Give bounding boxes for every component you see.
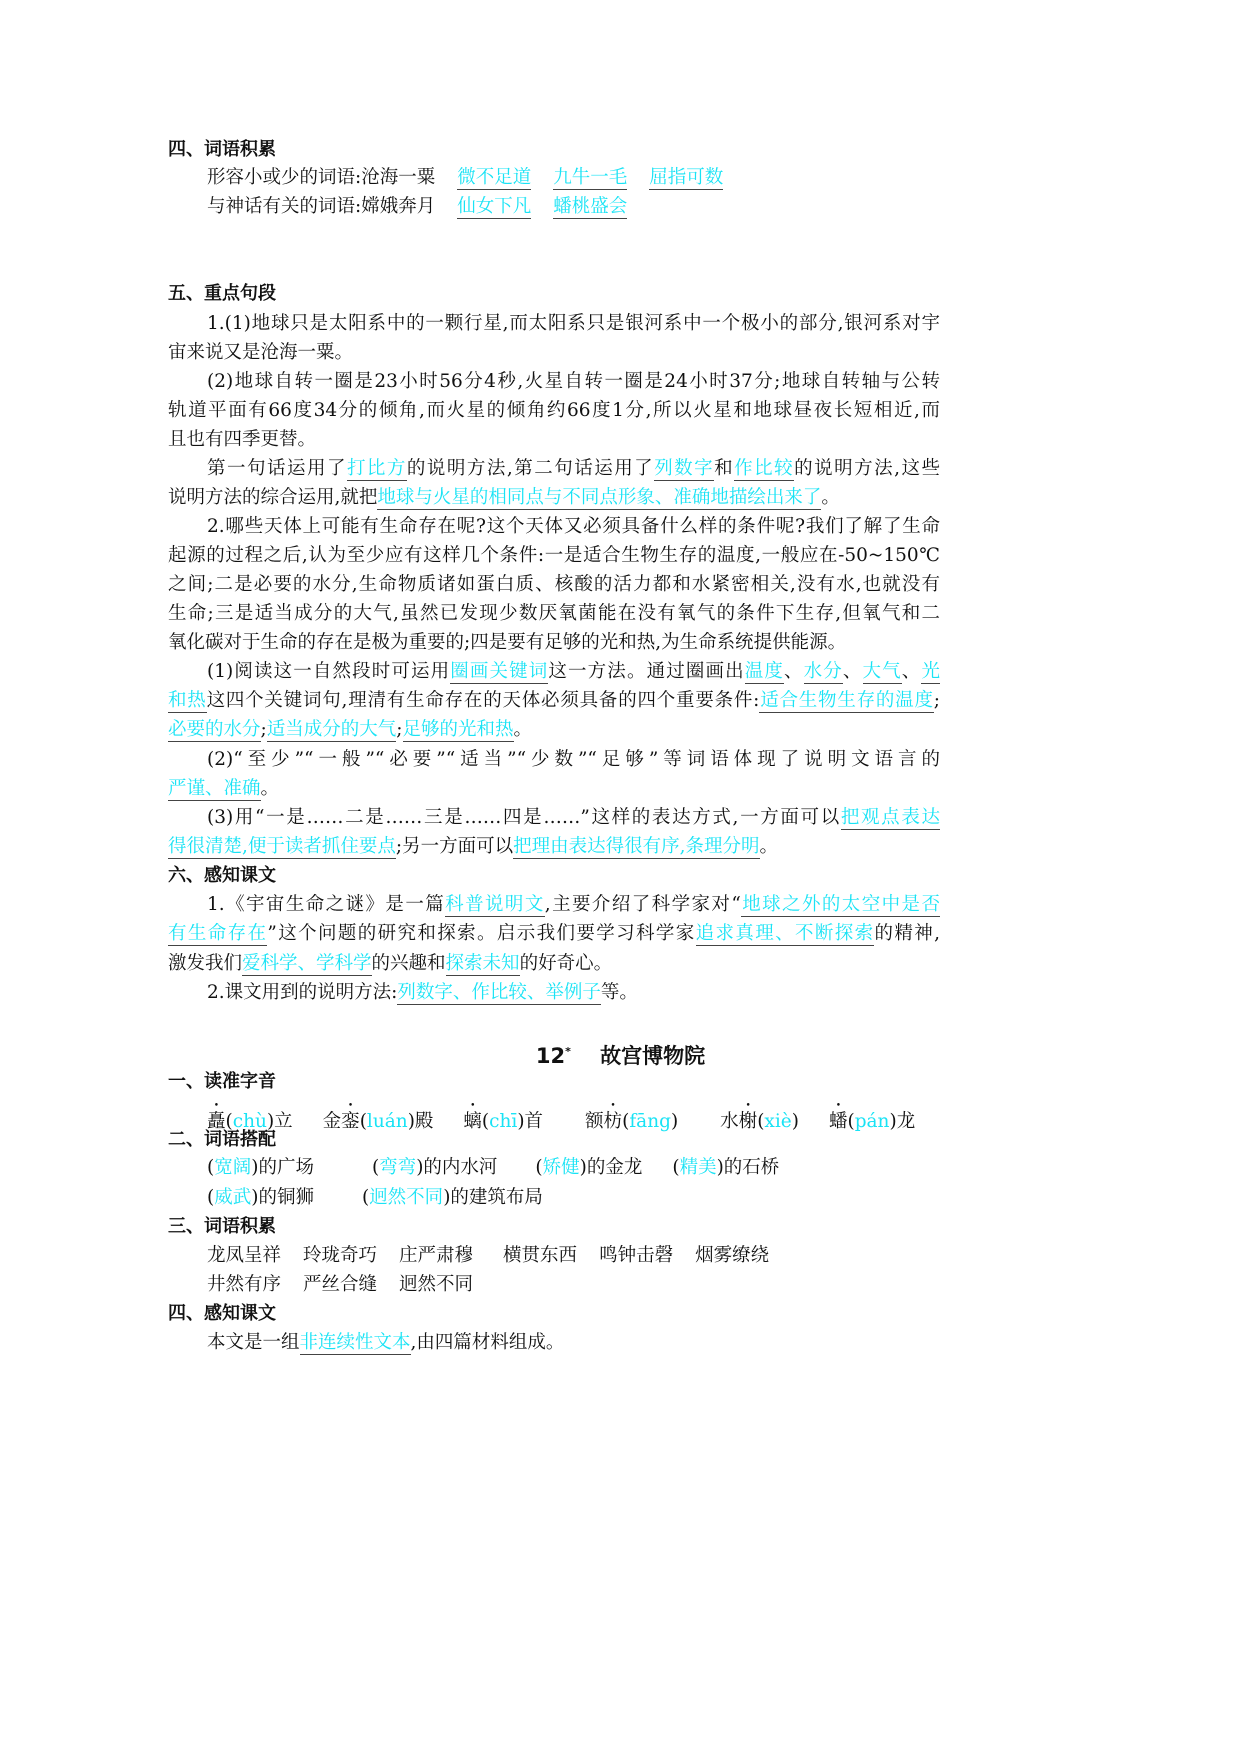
text-segment: 六、感知课文	[168, 865, 276, 886]
text-line	[207, 312, 940, 336]
text-segment: )首	[517, 1111, 544, 1132]
text-line	[207, 1273, 473, 1297]
text-segment: (	[225, 1111, 233, 1132]
answer-text: 九牛一毛	[553, 167, 628, 188]
text-segment: 形容小或少的词语:沧海一粟	[207, 167, 436, 188]
text-segment: 与神话有关的词语:嫦娥奔月	[207, 196, 436, 217]
text-segment: (	[207, 1157, 215, 1178]
text-segment: )的金龙	[579, 1157, 643, 1178]
text-line	[207, 1186, 543, 1210]
answer-text: 必要的水分	[168, 719, 261, 740]
answer-text: 宽阔	[214, 1157, 252, 1178]
text-segment: 烟雾缭绕	[695, 1245, 770, 1266]
text-segment: 的精神,	[874, 923, 940, 944]
answer-text: 弯弯	[379, 1157, 417, 1178]
text-segment: ;	[933, 690, 940, 711]
text-segment: 四、感知课文	[168, 1303, 276, 1324]
text-segment: )的建筑布局	[443, 1187, 543, 1208]
text-segment: (3)用“一是……二是……三是……四是……”这样的表达方式,一方面可以	[207, 807, 841, 828]
text-segment: 第一句话运用了	[207, 458, 347, 479]
text-line	[168, 544, 940, 568]
text-segment: )龙	[889, 1111, 916, 1132]
text-segment: 1.《宇宙生命之谜》是一篇	[207, 894, 446, 915]
emphasized-char: 蟠	[828, 1111, 848, 1132]
text-segment: (	[672, 1157, 680, 1178]
text-segment: 、	[842, 661, 863, 682]
text-segment: 轨道平面有66度34分的倾角,而火星的倾角约66度1分,所以火星和地球昼夜长短相近,而	[168, 400, 940, 421]
text-segment: 。	[260, 778, 280, 799]
answer-text: 屈指可数	[649, 167, 724, 188]
text-segment: )立	[266, 1111, 293, 1132]
answer-text: 矫健	[542, 1157, 580, 1178]
text-segment: )	[791, 1111, 799, 1132]
text-segment: (	[371, 1157, 380, 1178]
text-segment: (	[361, 1187, 370, 1208]
answer-text: 追求真理、不断探索	[695, 923, 875, 944]
text-segment: ;	[260, 719, 267, 740]
text-segment: 激发我们	[168, 953, 243, 974]
answer-text: 作比较	[734, 458, 795, 479]
text-segment: )	[670, 1111, 679, 1132]
text-segment: 水	[720, 1111, 739, 1132]
text-segment: 。	[759, 836, 779, 857]
text-segment: 和	[714, 458, 735, 479]
text-segment: (	[481, 1111, 490, 1132]
answer-text: fāng	[629, 1111, 671, 1132]
text-segment: 额	[585, 1111, 604, 1132]
text-line	[168, 573, 940, 597]
emphasized-char: 螭	[463, 1111, 482, 1132]
text-line	[207, 166, 723, 190]
text-line	[168, 486, 840, 510]
text-segment: (	[535, 1157, 543, 1178]
text-line	[207, 806, 940, 830]
text-line	[168, 428, 316, 452]
answer-text: luán	[366, 1111, 408, 1132]
text-segment: 本文是一组	[207, 1332, 300, 1353]
answer-text: 足够的光和热	[402, 719, 514, 740]
answer-text: 光	[921, 661, 940, 682]
section-heading	[168, 864, 276, 888]
answer-text: 把理由表达得很有序,条理分明	[513, 836, 760, 857]
text-segment: )的内水河	[416, 1157, 498, 1178]
text-segment: 的说明方法,第二句话运用了	[406, 458, 655, 479]
text-line	[207, 981, 638, 1005]
text-line	[207, 1101, 915, 1134]
text-line	[168, 631, 846, 655]
text-segment: 且也有四季更替。	[168, 429, 317, 450]
text-segment: )的广场	[251, 1157, 314, 1178]
text-line	[168, 399, 940, 423]
answer-text: 打比方	[346, 458, 407, 479]
lesson-number: 12	[535, 1044, 566, 1068]
text-line	[207, 1244, 769, 1268]
text-segment: 一、读准字音	[168, 1071, 276, 1092]
text-segment: )的石桥	[716, 1157, 780, 1178]
answer-text: 温度	[744, 661, 784, 682]
text-segment: 起源的过程之后,认为至少应有这样几个条件:一是适合生物生存的温度,一般应在-50~150℃	[168, 545, 940, 566]
text-segment: 、	[901, 661, 922, 682]
answer-text: 科普说明文	[445, 894, 545, 915]
answer-text: 把观点表达	[840, 807, 940, 828]
text-segment: ”这个问题的研究和探索。启示我们要学习科学家	[267, 923, 696, 944]
answer-text: 有生命存在	[168, 923, 268, 944]
answer-text: 爱科学、学科学	[242, 953, 372, 974]
text-segment: 横贯东西	[503, 1245, 578, 1266]
text-segment: (	[622, 1111, 630, 1132]
text-segment: 氧化碳对于生命的存在是极为重要的;四是要有足够的光和热,为生命系统提供能源。	[168, 632, 847, 653]
text-line	[207, 457, 940, 481]
answer-text: 非连续性文本	[299, 1332, 411, 1353]
text-segment: 2.哪些天体上可能有生命存在呢?这个天体又必须具备什么样的条件呢?我们了解了生命	[207, 516, 940, 537]
text-segment: 的兴趣和	[371, 953, 446, 974]
text-line	[207, 1156, 779, 1180]
answer-text: 得很清楚,便于读者抓住要点	[168, 836, 396, 857]
text-segment: (1)阅读这一自然段时可运用	[207, 661, 451, 682]
emphasized-char: 矗	[207, 1111, 226, 1132]
section-heading	[168, 1302, 276, 1326]
answer-text: 迥然不同	[369, 1187, 444, 1208]
text-segment: ;	[396, 719, 403, 740]
text-line	[207, 893, 940, 917]
answer-text: 适合生物生存的温度	[759, 690, 934, 711]
text-segment: 庄严肃穆	[399, 1245, 474, 1266]
answer-text: 威武	[214, 1187, 252, 1208]
text-segment: 金	[322, 1111, 342, 1132]
text-line	[168, 689, 940, 713]
text-segment: 迥然不同	[399, 1274, 474, 1295]
answer-text: 蟠桃盛会	[553, 196, 628, 217]
text-line	[207, 515, 940, 539]
text-segment: 宙来说又是沧海一粟。	[168, 342, 354, 363]
answer-text: chù	[232, 1111, 267, 1132]
text-segment: 五、重点句段	[168, 283, 276, 304]
emphasized-char: 枋	[603, 1111, 623, 1132]
text-segment: 之间;二是必要的水分,生命物质诸如蛋白质、核酸的活力都和水紧密相关,没有水,也就没有	[168, 574, 940, 595]
text-segment: 等。	[600, 982, 638, 1003]
text-line	[207, 748, 940, 772]
lesson-mark: *	[565, 1045, 571, 1058]
answer-text: 微不足道	[457, 167, 532, 188]
answer-text: 适当成分的大气	[266, 719, 397, 740]
answer-text: 严谨、准确	[168, 778, 261, 799]
text-line	[207, 660, 940, 684]
text-segment: 严丝合缝	[303, 1274, 378, 1295]
text-line	[168, 835, 778, 859]
answer-text: xiè	[764, 1111, 792, 1132]
answer-text: 仙女下凡	[457, 196, 532, 217]
answer-text: 地球之外的太空中是否	[740, 894, 940, 915]
answer-text: 列数字、作比较、举例子	[397, 982, 601, 1003]
text-segment: )的铜狮	[251, 1187, 314, 1208]
text-segment: 说明方法的综合运用,就把	[168, 487, 378, 508]
text-line	[168, 922, 940, 946]
answer-text: 地球与火星的相同点与不同点形象、准确地描绘出来了	[377, 487, 822, 508]
text-segment: 生命;三是适当成分的大气,虽然已发现少数厌氧菌能在没有氧气的条件下生存,但氧气和二	[168, 603, 940, 624]
text-segment: 井然有序	[207, 1274, 282, 1295]
text-segment: 三、词语积累	[168, 1216, 276, 1237]
text-line	[168, 602, 940, 626]
text-segment: 四、词语积累	[168, 139, 276, 160]
text-segment: 。	[821, 487, 840, 508]
answer-text: 水分	[803, 661, 843, 682]
text-line	[168, 952, 612, 976]
text-segment: 。	[513, 719, 533, 740]
text-segment: 这一方法。通过圈画出	[548, 661, 745, 682]
answer-text: 探索未知	[445, 953, 520, 974]
text-line	[168, 718, 532, 742]
answer-text: 大气	[862, 661, 902, 682]
section-heading	[168, 1128, 276, 1152]
text-segment: (	[847, 1111, 855, 1132]
emphasized-char: 銮	[341, 1111, 360, 1132]
answer-text: 和热	[168, 690, 207, 711]
text-segment: ,主要介绍了科学家对“	[544, 894, 741, 915]
text-segment: 2.课文用到的说明方法:	[207, 982, 398, 1003]
text-segment: 鸣钟击磬	[599, 1245, 674, 1266]
lesson-title	[0, 1040, 1241, 1070]
text-line	[168, 777, 279, 801]
text-segment: (2)“至少”“一般”“必要”“适当”“少数”“足够”等词语体现了说明文语言的	[207, 749, 940, 770]
text-segment: 二、词语搭配	[168, 1129, 276, 1150]
text-segment: )殿	[407, 1111, 434, 1132]
text-segment: 这四个关键词句,理清有生命存在的天体必须具备的四个重要条件:	[206, 690, 760, 711]
text-segment: ,由四篇材料组成。	[410, 1332, 565, 1353]
text-segment: 的说明方法,这些	[794, 458, 940, 479]
answer-text: pán	[854, 1111, 890, 1132]
text-segment: (2)地球自转一圈是23小时56分4秒,火星自转一圈是24小时37分;地球自转轴与公转	[207, 371, 940, 392]
section-heading	[168, 138, 276, 162]
text-line	[168, 341, 353, 365]
answer-text: chī	[489, 1111, 518, 1132]
text-segment: 玲珑奇巧	[303, 1245, 378, 1266]
emphasized-char: 榭	[738, 1111, 758, 1132]
text-segment: (	[757, 1111, 765, 1132]
lesson-name: 故宫博物院	[600, 1044, 706, 1068]
text-segment: 1.(1)地球只是太阳系中的一颗行星,而太阳系只是银河系中一个极小的部分,银河系对宇	[207, 313, 940, 334]
text-segment: (	[359, 1111, 367, 1132]
text-segment: 龙凤呈祥	[207, 1245, 282, 1266]
answer-text: 圈画关键词	[450, 661, 549, 682]
text-line	[207, 1331, 564, 1355]
text-segment: ;另一方面可以	[395, 836, 514, 857]
section-heading	[168, 1070, 276, 1094]
answer-text: 精美	[679, 1157, 717, 1178]
answer-text: 列数字	[654, 458, 715, 479]
text-segment: (	[207, 1187, 215, 1208]
text-line	[207, 370, 940, 394]
section-heading	[168, 1215, 276, 1239]
text-segment: 、	[783, 661, 804, 682]
section-heading	[168, 282, 276, 306]
text-line	[207, 195, 627, 219]
text-segment: 的好奇心。	[519, 953, 613, 974]
